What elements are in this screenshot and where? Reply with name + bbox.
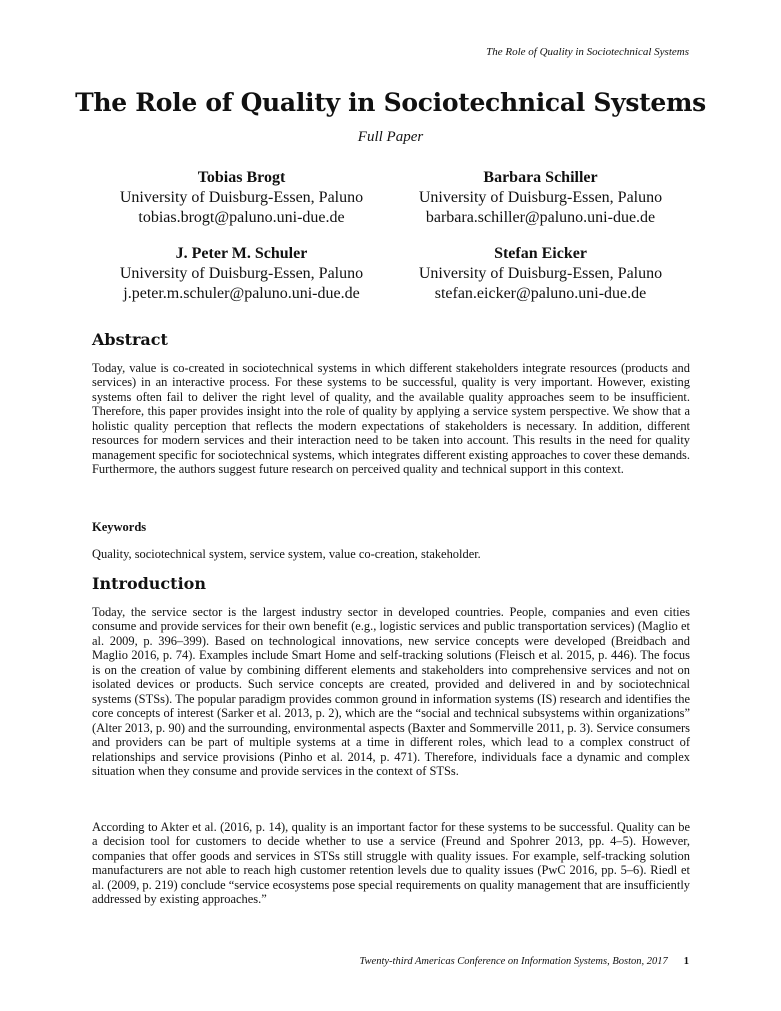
abstract-text: Today, value is co-created in sociotechnical systems in which different stakeholders integrate resources (products and services) in an interactive process. For these systems to be successful, quality is very important. However, existing systems often fail to deliver the right level of quality, and the available quality approaches seem to be insufficient. Therefore, this paper provides insight into the role of quality by applying a service system perspective. We show that a holistic quality perception that reflects the modern expectations of stakeholders is necessary. In addition, different resources for modern services and their interaction need to be taken into account. This results in the need for quality management specific for sociotechnical systems, which integrates different existing approaches to cover these demands. Furthermore, the authors suggest future research on perceived quality and technical support in this context.	[92, 361, 690, 477]
author-name: Stefan Eicker	[494, 245, 587, 262]
author-entry	[391, 168, 690, 228]
abstract-heading: Abstract	[92, 330, 168, 349]
paper-title: The Role of Quality in Sociotechnical Systems	[75, 88, 706, 117]
page-number: 1	[683, 956, 689, 967]
author-entry	[391, 244, 690, 304]
keywords-text: Quality, sociotechnical system, service system, value co-creation, stakeholder.	[92, 547, 481, 561]
author-entry	[92, 168, 391, 228]
author-name: Tobias Brogt	[197, 169, 286, 186]
author-affiliation: University of Duisburg-Essen, Paluno	[119, 265, 364, 282]
introduction-paragraph: Today, the service sector is the largest industry sector in developed countries. People, companies and even cities consume and provide services for their own benefit (e.g., logistic services and public transportation services) (Maglio et al. 2009, p. 396–399). Based on technological innovations, new service concepts were developed (Breidbach and Maglio 2016, p. 74). Examples include Smart Home and self-tracking solutions (Fleisch et al. 2015, p. 446). The focus is on the creation of value by combining different elements and stakeholders into comprehensive services and not on isolated devices or products. Such service concepts are created, provided and delivered in and by sociotechnical systems (STSs). The popular paradigm provides common ground in information systems (IS) research and identifies the core concepts of interest (Sarker et al. 2013, p. 2), which are the “social and technical subsystems within organizations” (Alter 2013, p. 90) and the surrounding, environmental aspects (Baxter and Sommerville 2011, p. 3). Service consumers and providers can be part of multiple systems at a time in different roles, which lead to a complex construct of relationships and service provisions (Pinho et al. 2014, p. 471). Therefore, individuals face a dynamic and complex situation when they consume and provide services in the context of STSs.	[92, 605, 690, 778]
author-affiliation: University of Duisburg-Essen, Paluno	[418, 265, 663, 282]
author-entry	[92, 244, 391, 304]
author-affiliation: University of Duisburg-Essen, Paluno	[119, 189, 364, 206]
author-affiliation: University of Duisburg-Essen, Paluno	[418, 189, 663, 206]
page-footer	[359, 956, 689, 967]
author-name: Barbara Schiller	[483, 169, 598, 186]
footer-conference: Twenty-third Americas Conference on Information Systems, Boston, 2017	[359, 956, 668, 967]
author-email: barbara.schiller@paluno.uni-due.de	[425, 209, 656, 226]
author-block	[92, 168, 690, 304]
author-email: stefan.eicker@paluno.uni-due.de	[434, 285, 647, 302]
author-email: j.peter.m.schuler@paluno.uni-due.de	[123, 285, 360, 302]
author-name: J. Peter M. Schuler	[175, 245, 308, 262]
keywords-heading: Keywords	[92, 520, 147, 534]
paper-subtitle: Full Paper	[357, 129, 424, 145]
introduction-paragraph: According to Akter et al. (2016, p. 14), quality is an important factor for these systems to be successful. Quality can be a decision tool for customers to decide whether to use a service (Freund and Spohrer 2013, pp. 4–5). However, companies that offer goods and services in STSs still struggle with quality issues. For example, self-tracking solution manufacturers are not able to reach high customer retention levels due to quality issues (PwC 2016, pp. 5–6). Riedl et al. (2009, p. 219) conclude “service ecosystems pose special requirements on quality management that are insufficiently addressed by existing approaches.”	[92, 820, 690, 907]
author-email: tobias.brogt@paluno.uni-due.de	[138, 209, 345, 226]
running-header: The Role of Quality in Sociotechnical Systems	[486, 46, 689, 58]
introduction-heading: Introduction	[92, 574, 206, 593]
